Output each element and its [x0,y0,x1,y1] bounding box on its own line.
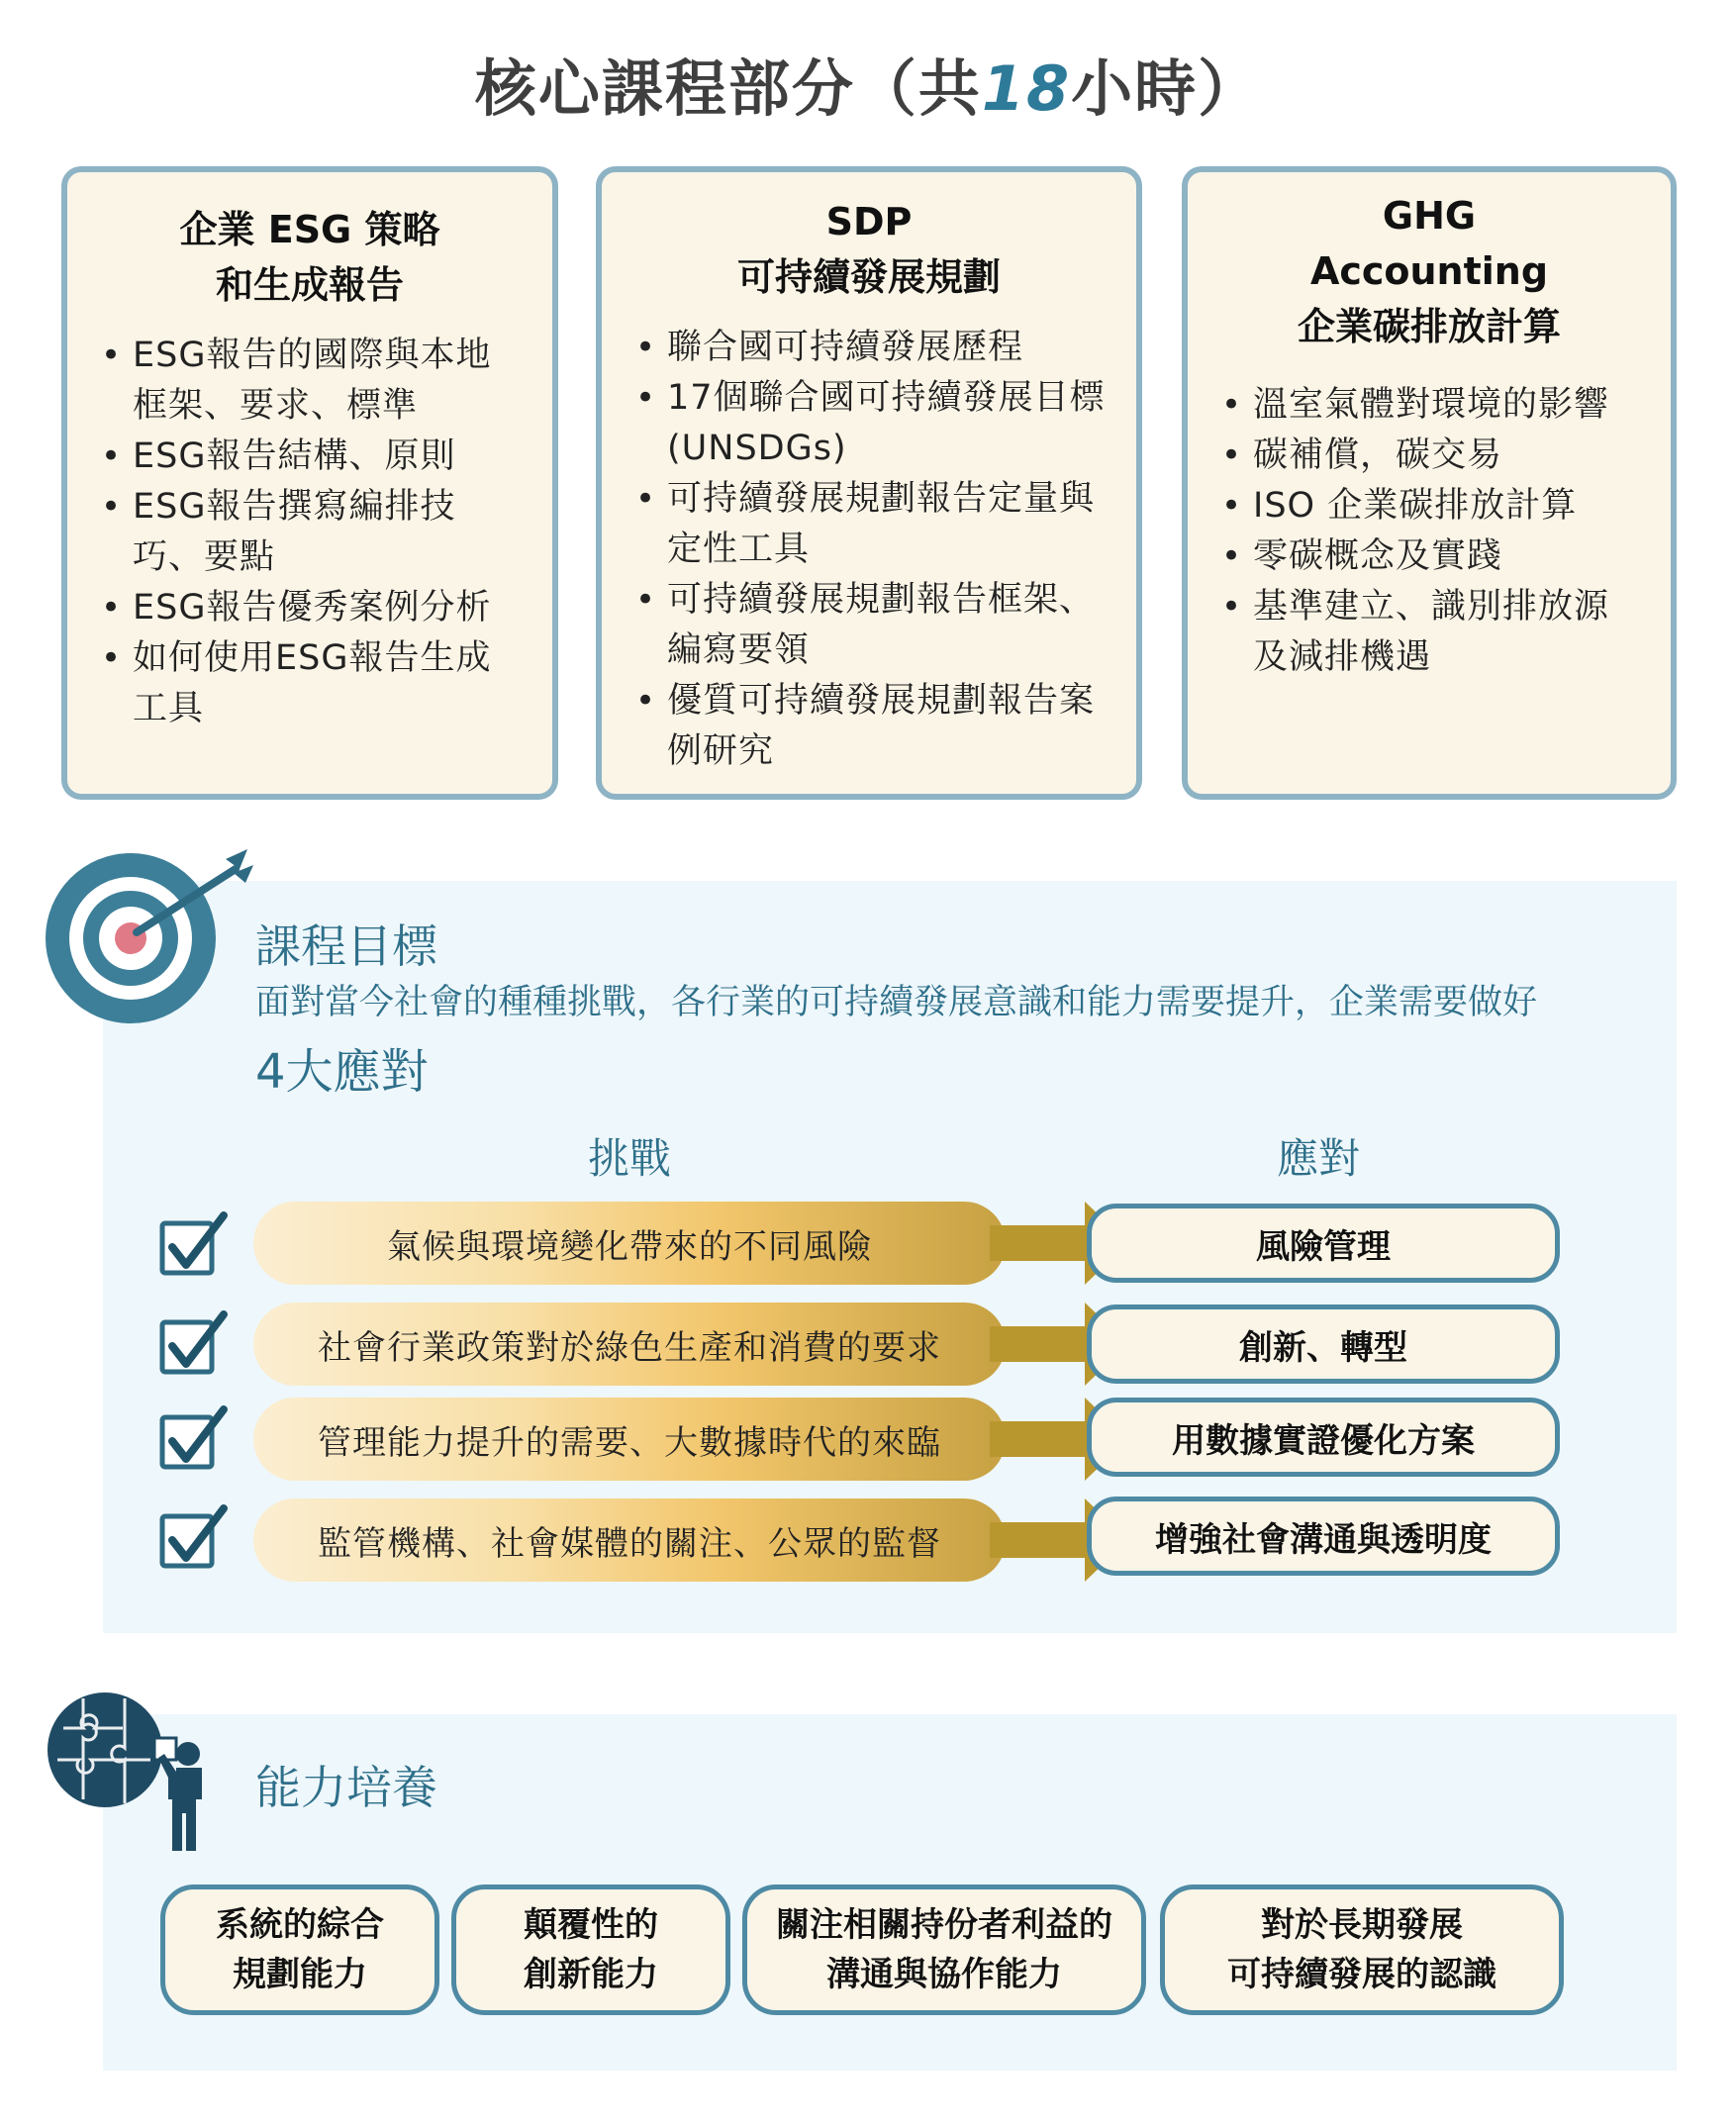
challenge-bar: 監管機構、社會媒體的關注、公眾的監督 [253,1498,1006,1582]
page-title [0,40,1736,128]
title-hours: 18 [981,52,1072,125]
list-item: • ESG報告結構、原則 [97,432,523,482]
list-item: • ESG報告撰寫編排技巧、要點 [97,482,523,583]
list-item: • ESG報告的國際與本地框架、要求、標準 [97,331,523,432]
response-box: 用數據實證優化方案 [1087,1398,1560,1477]
capability-card: 顛覆性的 創新能力 [451,1884,730,2015]
objectives-title: 課程目標 [255,919,437,973]
challenge-bar: 社會行業政策對於綠色生產和消費的要求 [253,1303,1006,1386]
list-item: • 碳補償，碳交易 [1217,431,1641,481]
course-card-sdp [596,166,1142,800]
course-list-ghg [1217,380,1641,683]
course-title-esg: 企業 ESG 策略 和生成報告 [179,208,440,307]
challenge-bar: 氣候與環境變化帶來的不同風險 [253,1202,1006,1285]
challenge-bar: 管理能力提升的需要、大數據時代的來臨 [253,1398,1006,1481]
course-list-esg [97,331,523,734]
course-card-esg [61,166,558,800]
puzzle-person-icon [44,1689,222,1857]
checkbox-checked-icon [158,1502,230,1574]
capabilities-title: 能力培養 [255,1761,437,1814]
checkbox-checked-icon [158,1209,230,1281]
checkbox-checked-icon [158,1308,230,1380]
list-item: • 優質可持續發展規劃報告案例研究 [631,676,1107,777]
list-item: • ESG報告優秀案例分析 [97,583,523,633]
list-item: • ISO 企業碳排放計算 [1217,481,1641,532]
capability-card: 對於長期發展 可持續發展的認識 [1160,1884,1564,2015]
list-item: • 可持續發展規劃報告定量與定性工具 [631,474,1107,575]
title-suffix: 小時） [1071,52,1262,125]
target-arrow-icon [40,847,257,1025]
response-box: 創新、轉型 [1087,1305,1560,1384]
list-item: • 基準建立、識別排放源及減排機遇 [1217,582,1641,683]
capability-card: 系統的綜合 規劃能力 [160,1884,439,2015]
course-list-sdp [631,323,1107,777]
checkbox-checked-icon [158,1403,230,1475]
list-item: • 可持續發展規劃報告框架、編寫要領 [631,575,1107,676]
course-title-ghg: GHG Accounting 企業碳排放計算 [1297,194,1561,348]
response-box: 風險管理 [1087,1204,1560,1283]
objectives-emphasis: 4大應對 [255,1044,429,1100]
list-item: • 聯合國可持續發展歷程 [631,323,1107,373]
list-item: • 17個聯合國可持續發展目標 (UNSDGs) [631,373,1107,474]
response-header: 應對 [1277,1134,1361,1183]
list-item: • 溫室氣體對環境的影響 [1217,380,1641,431]
capability-card: 關注相關持份者利益的 溝通與協作能力 [742,1884,1146,2015]
challenge-header: 挑戰 [588,1134,672,1183]
objectives-intro: 面對當今社會的種種挑戰，各行業的可持續發展意識和能力需要提升，企業需要做好 [255,983,1538,1022]
list-item: • 零碳概念及實踐 [1217,532,1641,582]
title-prefix: 核心課程部分（共 [474,52,982,125]
response-box: 增強社會溝通與透明度 [1087,1497,1560,1576]
list-item: • 如何使用ESG報告生成工具 [97,633,523,734]
course-title-sdp: SDP 可持續發展規劃 [736,200,1001,299]
course-card-ghg [1182,166,1677,800]
